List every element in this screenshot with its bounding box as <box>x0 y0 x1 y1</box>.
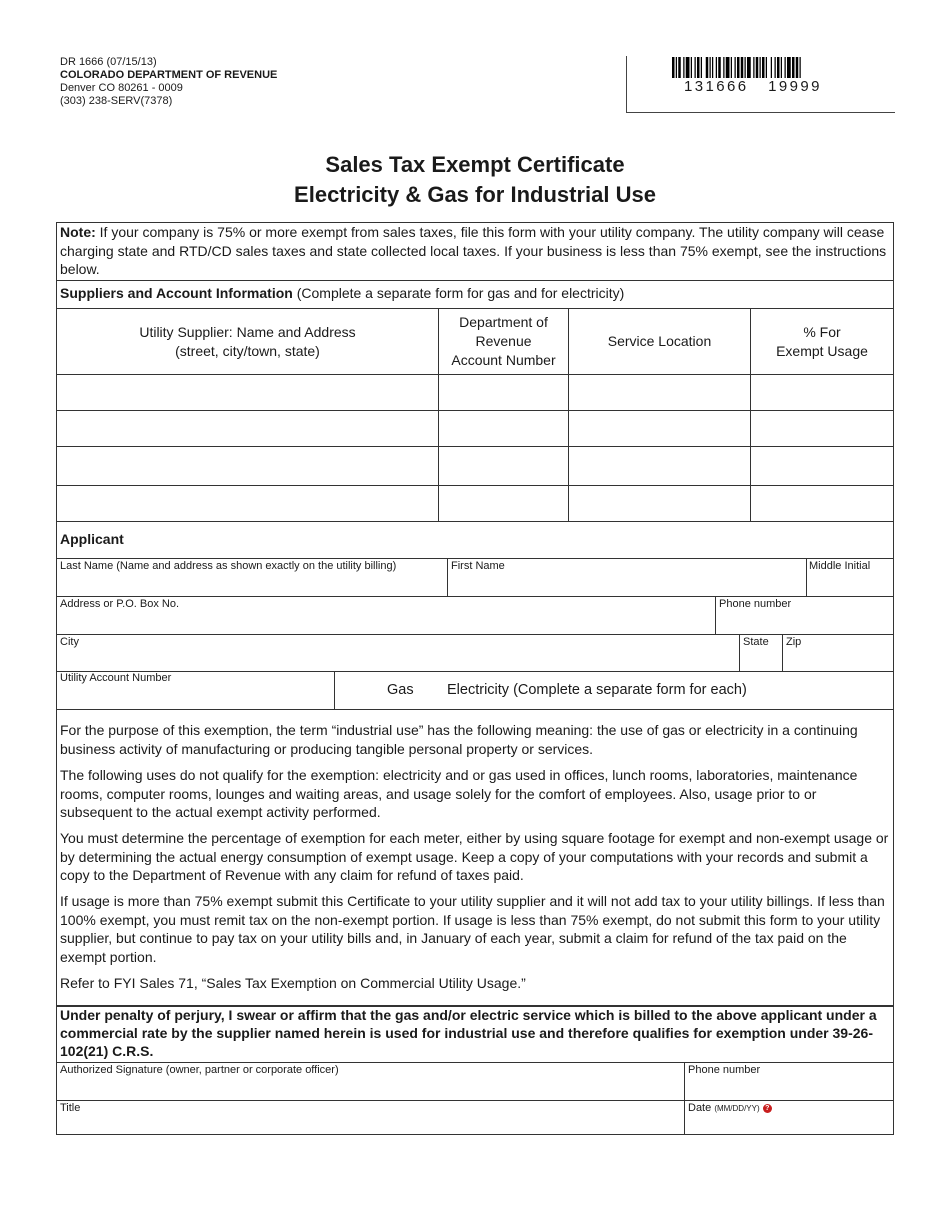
department-phone: (303) 238-SERV(7378) <box>60 95 173 107</box>
col-header-percent <box>751 309 893 374</box>
form-title: Sales Tax Exempt Certificate <box>325 152 625 177</box>
account-number-field-4[interactable] <box>439 486 568 521</box>
last-name-label: Last Name (Name and address as shown exactly on the utility billing) <box>60 560 397 572</box>
applicant-heading: Applicant <box>60 531 124 547</box>
account-number-field-1[interactable] <box>439 375 568 410</box>
divider <box>56 521 894 522</box>
note-body: If your company is 75% or more exempt from sales taxes, file this form with your utility company. The utility company will cease charging state and RTD/CD sales taxes and state collected local taxes. If your business is less than 75% exempt, see the instructions below. <box>60 224 887 277</box>
zip-field[interactable] <box>783 650 893 670</box>
account-number-field-2[interactable] <box>439 411 568 446</box>
title-label: Title <box>60 1102 81 1114</box>
col-header-supplier-line1: Utility Supplier: Name and Address <box>139 323 356 340</box>
certification-statement: Under penalty of perjury, I swear or affirm that the gas and/or electric service which is billed to the above applicant under a commercial rate by the supplier named herein is used for industrial use and therefore qualifies for exemption under 39-26-102(21) C.R.S. <box>60 1007 877 1059</box>
barcode-number: 131666 19999 <box>684 78 822 95</box>
applicant-phone-field[interactable] <box>716 612 893 633</box>
date-label <box>688 1102 772 1115</box>
utility-account-field[interactable] <box>57 686 333 708</box>
divider <box>56 596 894 597</box>
state-label: State <box>743 636 769 648</box>
instructions-paragraph-2: The following uses do not qualify for the exemption: electricity and or gas used in offices, lunch rooms, laboratories, maintenance rooms, computer rooms, lounges and waiting areas, and usage solely for the comfort of employees. Also, usage prior to or subsequent to the actual exempt activity performed. <box>60 767 858 820</box>
col-header-location-label: Service Location <box>607 333 712 349</box>
col-header-location <box>569 309 750 374</box>
col-header-supplier <box>57 309 438 374</box>
form-header <box>60 56 277 108</box>
col-header-percent-line2: Exempt Usage <box>776 342 868 359</box>
supplier-name-field-2[interactable] <box>57 411 438 446</box>
address-label: Address or P.O. Box No. <box>60 598 180 610</box>
form-subtitle: Electricity & Gas for Industrial Use <box>294 182 656 207</box>
suppliers-heading-note: (Complete a separate form for gas and for electricity) <box>292 285 625 301</box>
gas-option[interactable] <box>387 681 414 700</box>
city-field[interactable] <box>57 650 738 670</box>
state-field[interactable] <box>740 650 781 670</box>
suppliers-heading <box>60 284 624 303</box>
instructions-paragraph-4: If usage is more than 75% exempt submit this Certificate to your utility supplier and it will not add tax to your utility billings. If less than 100% exempt, you must remit tax on the non-exempt portion. If usage is less than 75% exempt, do not submit this form to your utility supplier, but continue to pay tax on your utility bills and, in January of each year, submit a claim for refund of the tax paid on the exempt portion. <box>60 893 885 965</box>
first-name-label: First Name <box>451 560 505 572</box>
form-number: DR 1666 (07/15/13) <box>60 56 157 68</box>
signer-phone-field[interactable] <box>685 1078 893 1100</box>
last-name-field[interactable] <box>57 574 446 595</box>
service-location-field-4[interactable] <box>569 486 750 521</box>
note-label: Note: <box>60 224 96 240</box>
utility-account-label: Utility Account Number <box>60 672 172 684</box>
supplier-name-field-1[interactable] <box>57 375 438 410</box>
instructions-paragraph-5: Refer to FYI Sales 71, “Sales Tax Exemption on Commercial Utility Usage.” <box>60 975 526 991</box>
account-number-field-3[interactable] <box>439 447 568 485</box>
signature-field[interactable] <box>57 1078 683 1100</box>
col-header-percent-line1: % For <box>803 323 841 340</box>
help-icon[interactable]: ? <box>763 1104 772 1113</box>
middle-initial-label: Middle Initial <box>809 560 871 572</box>
divider <box>56 671 894 672</box>
exempt-percent-field-1[interactable] <box>751 375 893 410</box>
department-address: Denver CO 80261 - 0009 <box>60 82 183 94</box>
date-field[interactable] <box>685 1116 893 1134</box>
date-format-hint: (MM/DD/YY) <box>714 1104 760 1113</box>
applicant-phone-label: Phone number <box>719 598 792 610</box>
electricity-option-label: Electricity (Complete a separate form for each) <box>447 682 747 698</box>
col-header-supplier-line2: (street, city/town, state) <box>175 342 320 359</box>
col-header-account <box>439 309 568 374</box>
divider <box>56 280 894 281</box>
service-location-field-1[interactable] <box>569 375 750 410</box>
divider <box>56 1100 894 1101</box>
middle-initial-field[interactable] <box>807 574 893 595</box>
exempt-percent-field-4[interactable] <box>751 486 893 521</box>
address-field[interactable] <box>57 612 714 633</box>
supplier-name-field-4[interactable] <box>57 486 438 521</box>
city-label: City <box>60 636 79 648</box>
signature-label: Authorized Signature (owner, partner or corporate officer) <box>60 1064 339 1076</box>
divider <box>56 558 894 559</box>
service-location-field-2[interactable] <box>569 411 750 446</box>
supplier-name-field-3[interactable] <box>57 447 438 485</box>
suppliers-heading-label: Suppliers and Account Information <box>60 285 293 301</box>
instructions-paragraph-1: For the purpose of this exemption, the term “industrial use” has the following meaning: the use of gas or electricity in a continuing business activity of manufacturing or producing tangible personal property or services. <box>60 722 858 757</box>
date-label-text: Date <box>688 1102 712 1114</box>
zip-label: Zip <box>786 636 802 648</box>
signer-phone-label: Phone number <box>688 1064 761 1076</box>
service-location-field-3[interactable] <box>569 447 750 485</box>
first-name-field[interactable] <box>448 574 805 595</box>
instructions-paragraph-3: You must determine the percentage of exemption for each meter, either by using square footage for exempt and non-exempt usage or by determining the actual energy consumption of exempt usage. Keep a copy of your computations with your records and submit a copy to the Department of Revenue with any claim for refund of taxes paid. <box>60 830 889 883</box>
title-field[interactable] <box>57 1116 683 1134</box>
divider <box>56 709 894 710</box>
gas-option-label: Gas <box>387 682 414 698</box>
department-name: COLORADO DEPARTMENT OF REVENUE <box>60 69 278 81</box>
barcode-image <box>672 57 854 78</box>
divider <box>56 634 894 635</box>
electricity-option[interactable] <box>447 681 747 700</box>
exempt-percent-field-3[interactable] <box>751 447 893 485</box>
exempt-percent-field-2[interactable] <box>751 411 893 446</box>
col-header-account-line2: Revenue <box>475 333 532 349</box>
note-text <box>60 223 890 279</box>
col-header-account-line3: Account Number <box>451 352 556 368</box>
divider <box>56 1062 894 1063</box>
col-header-account-line1: Department of <box>459 314 548 330</box>
divider <box>334 671 335 709</box>
